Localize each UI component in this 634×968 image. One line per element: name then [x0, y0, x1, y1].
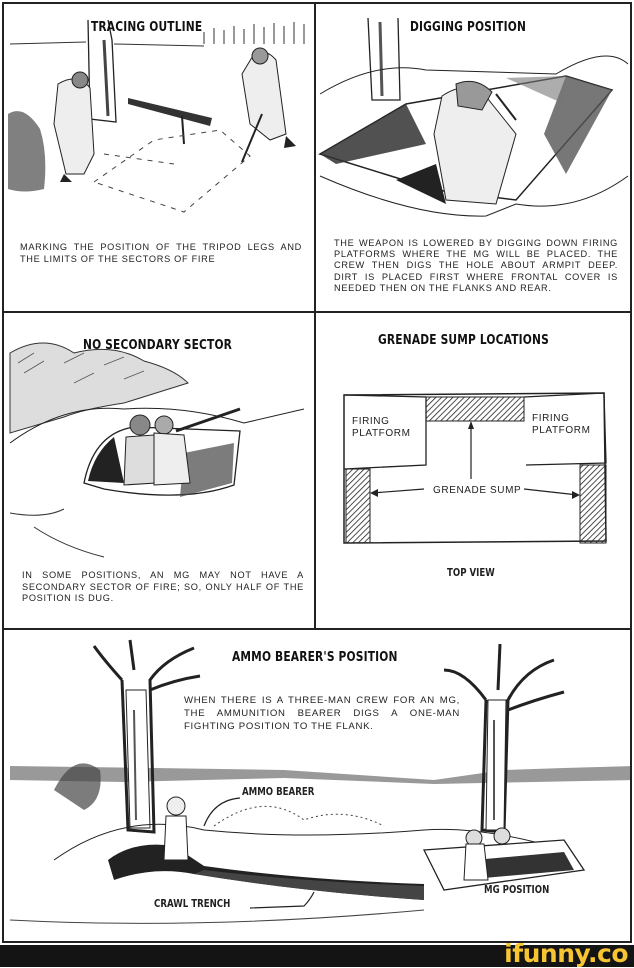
panel-title: NO SECONDARY SECTOR: [83, 338, 233, 353]
grenade-sump-label: GRENADE SUMP: [430, 485, 524, 497]
panel-title: TRACING OUTLINE: [91, 20, 203, 35]
panel-grenade-sump-locations: [314, 311, 632, 630]
mg-position-label: MG POSITION: [484, 884, 550, 896]
panel-caption: THE WEAPON IS LOWERED BY DIGGING DOWN FIRING PLATFORMS WHERE THE MG WILL BE PLACED. THE CREW THEN DIGS THE HOLE ABOUT ARMPIT DEEP. DIRT IS PLACED FIRST WHERE FRONTAL COVER IS NEEDED THEN ON THE FLANKS AND REAR.: [334, 238, 618, 293]
panel-title: DIGGING POSITION: [410, 20, 527, 35]
watermark-bar: [0, 939, 634, 968]
panel-caption: WHEN THERE IS A THREE-MAN CREW FOR AN MG, THE AMMUNITION BEARER DIGS A ONE-MAN FIGHTING POSITION TO THE FLANK.: [184, 695, 460, 732]
tracing-outline-illustration: [4, 4, 316, 313]
ifunny-watermark: ifunny.co: [504, 939, 628, 968]
firing-platform-right-label: FIRING PLATFORM: [532, 413, 591, 436]
panel-digging-position: [314, 2, 632, 313]
panel-tracing-outline: [2, 2, 316, 313]
panel-caption: IN SOME POSITIONS, AN MG MAY NOT HAVE A SECONDARY SECTOR OF FIRE; SO, ONLY HALF OF THE POSITION IS DUG.: [22, 570, 304, 603]
panel-title: GRENADE SUMP LOCATIONS: [378, 333, 549, 348]
crawl-trench-label: CRAWL TRENCH: [154, 898, 231, 910]
panel-caption: MARKING THE POSITION OF THE TRIPOD LEGS AND THE LIMITS OF THE SECTORS OF FIRE: [20, 242, 302, 264]
ammo-bearer-label: AMMO BEARER: [242, 786, 315, 798]
firing-platform-left-label: FIRING PLATFORM: [352, 416, 411, 439]
panel-no-secondary-sector: [2, 311, 316, 630]
panel-title: AMMO BEARER'S POSITION: [232, 650, 398, 665]
grenade-sump-diagram: [316, 313, 632, 630]
panel-ammo-bearers-position: [2, 628, 632, 943]
ammo-bearer-illustration: [4, 630, 632, 943]
top-view-label: TOP VIEW: [447, 567, 495, 579]
